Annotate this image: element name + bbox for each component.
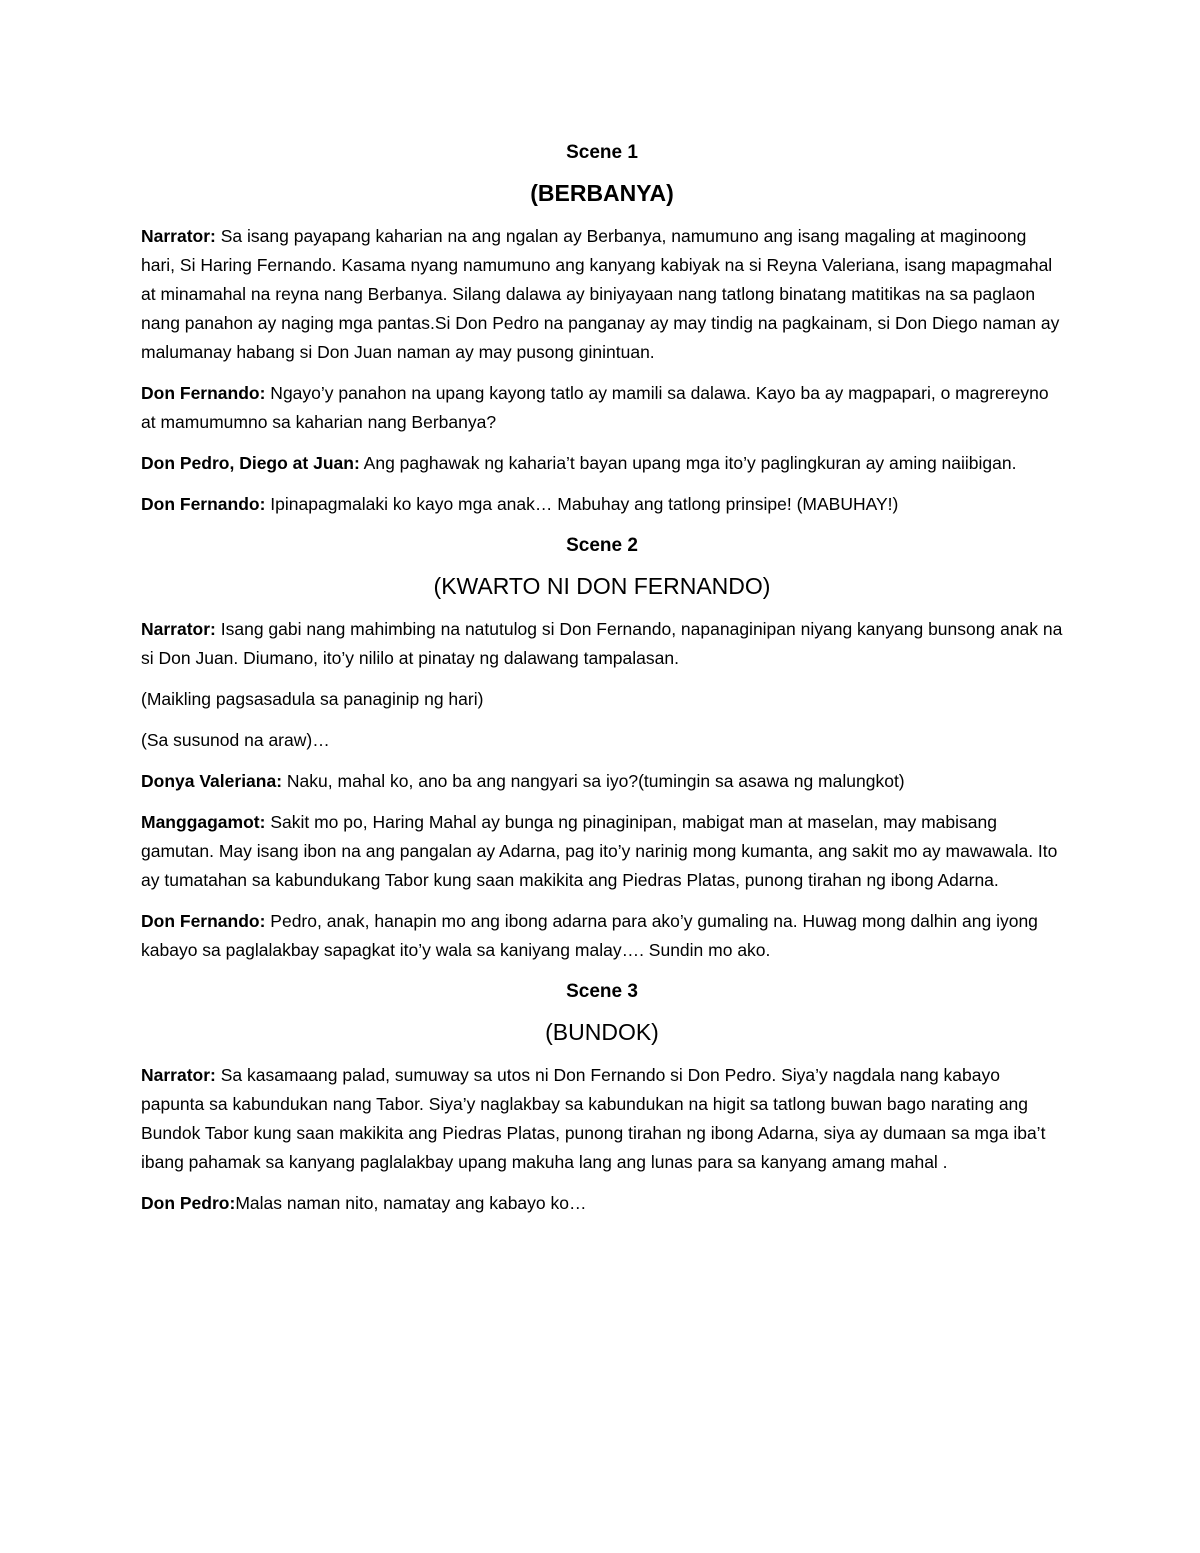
scene-location: (KWARTO NI DON FERNANDO) (433, 573, 771, 599)
scene-location: (BUNDOK) (545, 1019, 659, 1045)
dialogue-line (141, 1189, 1063, 1218)
dialogue-line (141, 222, 1063, 367)
speaker-name: Don Fernando: (141, 494, 266, 514)
dialogue-line (141, 767, 1063, 796)
line-text: Ngayo’y panahon na upang kayong tatlo ay mamili sa dalawa. Kayo ba ay magpapari, o magrereyno at mamumumno sa kaharian nang Berbanya? (141, 383, 1049, 432)
speaker-name: Don Pedro: (141, 1193, 236, 1213)
dialogue-line (141, 808, 1063, 895)
stage-direction (141, 685, 1063, 714)
speaker-name: Narrator: (141, 1065, 216, 1085)
stage-direction (141, 726, 1063, 755)
scene-3 (141, 977, 1063, 1218)
speaker-name: Narrator: (141, 619, 216, 639)
line-text: Ang paghawak ng kaharia’t bayan upang mga ito’y paglingkuran ay aming naiibigan. (359, 453, 1017, 473)
dialogue-line (141, 615, 1063, 673)
line-text: (Maikling pagsasadula sa panaginip ng hari) (141, 689, 484, 709)
speaker-name: Don Pedro, Diego at Juan: (141, 453, 360, 473)
line-text: Naku, mahal ko, ano ba ang nangyari sa iyo?(tumingin sa asawa ng malungkot) (282, 771, 905, 791)
scene-1 (141, 138, 1063, 519)
speaker-name: Donya Valeriana: (141, 771, 283, 791)
scene-title: Scene 1 (566, 142, 638, 163)
scene-location: (BERBANYA) (530, 180, 674, 206)
dialogue-line (141, 490, 1063, 519)
line-text: Sa isang payapang kaharian na ang ngalan ay Berbanya, namumuno ang isang magaling at maginoong hari, Si Haring Fernando. Kasama nyang namumuno ang kanyang kabiyak na si Reyna Valeriana, isang mapagmahal at minamahal na reyna nang Berbanya. Silang dalawa ay biniyayaan nang tatlong binatang matitikas na sa paglaon nang panahon ay naging mga pantas.Si Don Pedro na panganay ay may tindig na pagkainam, si Don Diego naman ay malumanay habang si Don Juan naman ay may pusong ginintuan. (141, 226, 1060, 362)
speaker-name: Don Fernando: (141, 911, 266, 931)
line-text: Ipinapagmalaki ko kayo mga anak… Mabuhay ang tatlong prinsipe! (MABUHAY!) (265, 494, 899, 514)
dialogue-line (141, 1061, 1063, 1177)
document-page (141, 138, 1063, 1230)
scene-title: Scene 3 (566, 981, 638, 1002)
dialogue-line (141, 379, 1063, 437)
speaker-name: Don Fernando: (141, 383, 266, 403)
line-text: Sakit mo po, Haring Mahal ay bunga ng pinaginipan, mabigat man at maselan, may mabisang gamutan. May isang ibon na ang pangalan ay Adarna, pag ito’y narinig mong kumanta, ang sakit mo ay mawawala. Ito ay tumatahan sa kabundukang Tabor kung saan makikita ang Piedras Platas, punong tirahan ng ibong Adarna. (141, 812, 1058, 890)
scene-title: Scene 2 (566, 535, 638, 556)
line-text: Malas naman nito, namatay ang kabayo ko… (235, 1193, 587, 1213)
dialogue-line (141, 449, 1063, 478)
speaker-name: Manggagamot: (141, 812, 266, 832)
line-text: Sa kasamaang palad, sumuway sa utos ni Don Fernando si Don Pedro. Siya’y nagdala nang kabayo papunta sa kabundukan nang Tabor. Siya’y naglakbay sa kabundukan na higit sa tatlong buwan bago narating ang Bundok Tabor kung saan makikita ang Piedras Platas, punong tirahan ng ibong Adarna, siya ay dumaan sa mga iba’t ibang pahamak sa kanyang paglalakbay upang makuha lang ang lunas para sa kanyang amang mahal . (141, 1065, 1046, 1172)
dialogue-line (141, 907, 1063, 965)
line-text: Pedro, anak, hanapin mo ang ibong adarna para ako’y gumaling na. Huwag mong dalhin ang iyong kabayo sa paglalakbay sapagkat ito’y wala sa kaniyang malay…. Sundin mo ako. (141, 911, 1038, 960)
line-text: Isang gabi nang mahimbing na natutulog si Don Fernando, napanaginipan niyang kanyang bunsong anak na si Don Juan. Diumano, ito’y nililo at pinatay ng dalawang tampalasan. (141, 619, 1063, 668)
scene-2 (141, 531, 1063, 965)
line-text: (Sa susunod na araw)… (141, 730, 330, 750)
speaker-name: Narrator: (141, 226, 216, 246)
